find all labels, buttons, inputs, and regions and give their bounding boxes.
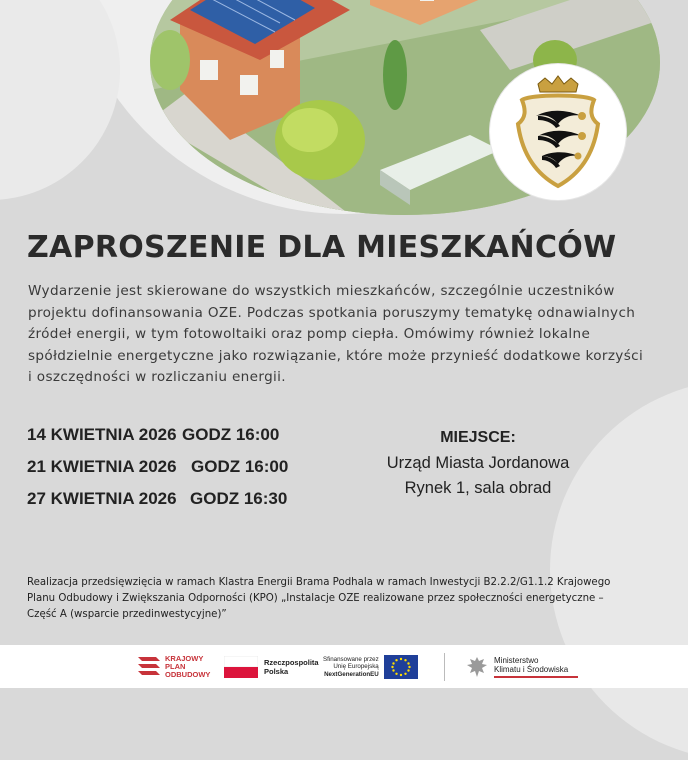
kpo-logo [138,653,210,681]
ministry-text-line: Ministerstwo [494,656,539,665]
event-time: GODZ 16:00 [191,457,289,476]
event-time: GODZ 16:30 [190,489,288,508]
eu-flag-icon [384,655,418,679]
eu-text-line: NextGenerationEU [324,670,379,678]
ministry-logo [466,653,578,681]
event-description [28,281,668,389]
footnote-line: Część A (wsparcie przedinwestycyjne)” [27,609,227,620]
footnote-line: Realizacja przedsięwzięcia w ramach Klastra Energii Brama Podhala w ramach Inwestycji B2.2.2/G1.1.2 Krajowego [27,577,611,588]
description-line: Wydarzenie jest skierowane do wszystkich mieszkańców, szczególnie uczestników [28,283,615,299]
event-location [378,427,578,499]
footnote-line: Planu Odbudowy i Zwiększania Odporności (KPO) „Instalacje OZE realizowane przez społeczności energetyczne – [27,593,604,604]
crest-icon [490,64,626,200]
ministry-underline [494,676,578,678]
location-address: Rynek 1, sala obrad [404,479,552,497]
description-line: i oszczędności w rozliczaniu energii. [28,369,286,385]
date-row [27,456,288,488]
poland-flag-icon [224,656,258,678]
eagle-icon [466,655,488,679]
ministry-text-line: Klimatu i Środowiska [494,665,569,674]
kpo-text-line: KRAJOWY [165,654,204,663]
page-title: ZAPROSZENIE DLA MIESZKAŃCÓW [27,230,617,265]
logo-divider [444,653,445,681]
location-label: MIEJSCE: [440,429,516,446]
poland-text-line: Polska [264,667,289,676]
date-row [27,488,288,520]
poland-text-line: Rzeczpospolita [264,658,319,667]
sponsor-logo-bar [0,645,688,688]
event-date: 14 KWIETNIA 2026 [27,425,177,444]
description-line: projektu dofinansowania OZE. Podczas spotkania poruszymy tematykę odnawialnych [28,304,636,321]
funding-note [27,575,627,623]
kpo-text-line: PLAN [165,662,186,671]
background-circle-left [0,0,120,200]
description-line: spółdzielnie energetyczne jako rozwiązanie, które może przynieść dodatkowe korzyści [28,347,644,364]
event-dates [27,424,288,520]
town-crest [490,64,626,200]
kpo-text-line: ODBUDOWY [165,670,211,679]
event-date: 21 KWIETNIA 2026 [27,457,177,476]
location-name: Urząd Miasta Jordanowa [386,454,570,472]
event-date: 27 KWIETNIA 2026 [27,489,177,508]
eu-text-line: Unię Europejską [333,663,379,671]
kpo-flag-icon [138,655,160,679]
poland-logo [224,653,319,681]
date-row [27,424,288,456]
eu-text-line: Sfinansowane przez [323,655,379,663]
event-time: GODZ 16:00 [182,425,280,444]
eu-logo [323,653,418,681]
description-line: źródeł energii, w tym fotowoltaiki oraz pomp ciepła. Omówimy również lokalne [28,326,591,342]
